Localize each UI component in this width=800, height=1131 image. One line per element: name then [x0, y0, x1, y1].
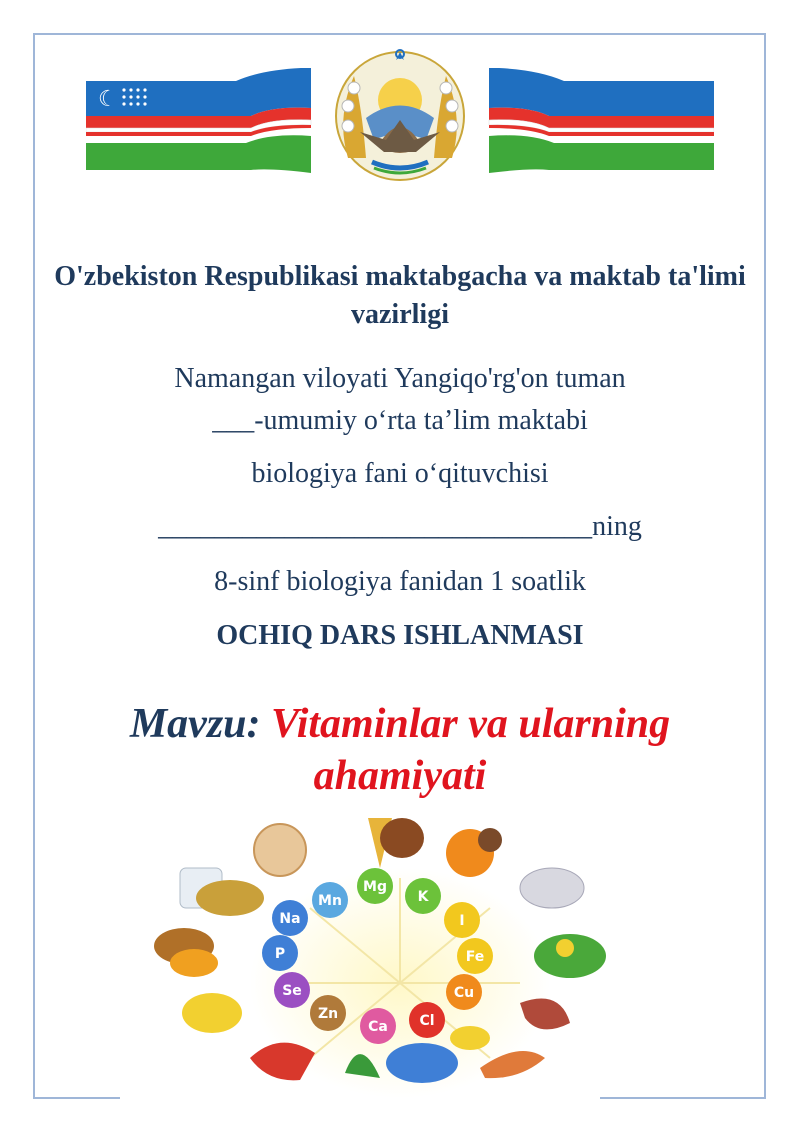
- mineral-badge: [444, 902, 480, 938]
- region-line: Namangan viloyati Yangiqo'rg'on tuman: [174, 363, 626, 394]
- topic-heading: [40, 698, 760, 802]
- teacher-name-blank: _______________________________ning: [158, 511, 642, 542]
- svg-text:Cl: Cl: [419, 1013, 435, 1029]
- topic-label: Mavzu:: [129, 701, 261, 747]
- mineral-badge: [457, 938, 493, 974]
- svg-text:Mg: Mg: [363, 879, 387, 895]
- document-type: OCHIQ DARS ISHLANMASI: [216, 620, 584, 651]
- course-line: 8-sinf biologiya fanidan 1 soatlik: [214, 566, 586, 597]
- svg-text:Na: Na: [279, 911, 301, 927]
- svg-text:Se: Se: [282, 983, 302, 999]
- svg-text:☾: ☾: [98, 87, 118, 112]
- vitamin-wheel-illustration: [140, 808, 660, 1108]
- mineral-badge: [357, 868, 393, 904]
- mineral-badge: [446, 974, 482, 1010]
- mineral-badge: [409, 1002, 445, 1038]
- svg-text:I: I: [459, 913, 465, 929]
- svg-text:Zn: Zn: [317, 1006, 339, 1022]
- mineral-badge: [262, 935, 298, 971]
- svg-text:K: K: [417, 889, 429, 905]
- mineral-badge: [405, 878, 441, 914]
- school-line: ___-umumiy o‘rta ta’lim maktabi: [212, 405, 588, 436]
- state-emblem-banner: [86, 48, 714, 183]
- topic-title: Vitaminlar va ularning ahamiyati: [271, 701, 671, 799]
- svg-text:Mn: Mn: [318, 893, 342, 909]
- flag-ribbon-right: [489, 68, 714, 173]
- teacher-role-line: biologiya fani o‘qituvchisi: [251, 458, 549, 489]
- svg-text:Fe: Fe: [465, 949, 485, 965]
- mineral-badge: [312, 882, 348, 918]
- state-emblem: [336, 50, 464, 180]
- flag-ribbon-left: [86, 68, 311, 173]
- svg-text:Cu: Cu: [453, 985, 475, 1001]
- svg-text:Ca: Ca: [368, 1019, 388, 1035]
- ministry-name: O'zbekiston Respublikasi maktabgacha va maktab ta'limi vazirligi: [54, 261, 746, 330]
- svg-text:P: P: [274, 946, 286, 962]
- mineral-badge: [272, 900, 308, 936]
- mineral-badge: [274, 972, 310, 1008]
- mineral-badge: [310, 995, 346, 1031]
- mineral-badge: [360, 1008, 396, 1044]
